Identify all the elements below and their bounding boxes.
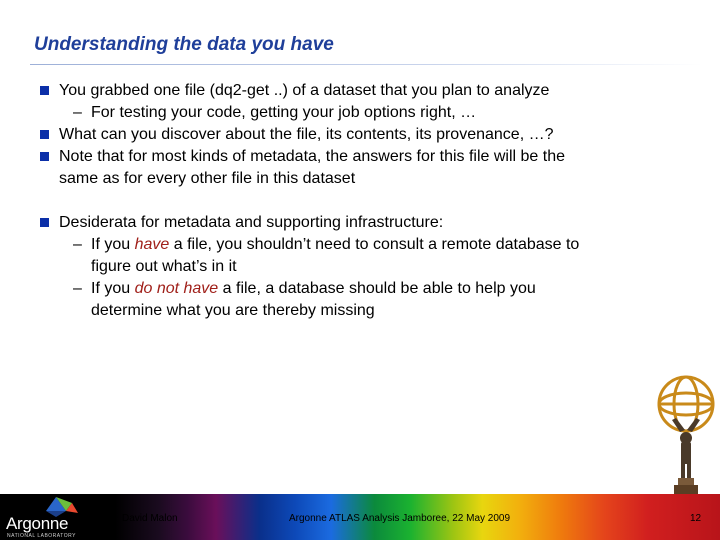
sub-bullet-text: If you bbox=[91, 236, 135, 253]
sub-bullet-text: If you bbox=[91, 280, 135, 297]
page-number: 12 bbox=[690, 513, 702, 524]
logo-wordmark: Argonne bbox=[6, 514, 69, 533]
sub-bullet-item bbox=[40, 234, 660, 278]
sub-bullet-text: For testing your code, getting your job options right, … bbox=[91, 104, 477, 121]
highlight-text: do not have bbox=[134, 280, 219, 297]
bullet-item bbox=[40, 212, 660, 234]
bullet-item bbox=[40, 146, 660, 190]
title-divider bbox=[30, 64, 702, 65]
bullet-text: What can you discover about the file, its contents, its provenance, …? bbox=[59, 126, 554, 143]
sub-bullet-item bbox=[40, 102, 660, 124]
highlight-text: have bbox=[134, 236, 170, 253]
sub-bullet-text: a file, a database should be able to help you bbox=[218, 280, 536, 297]
dash-marker: – bbox=[73, 104, 82, 121]
bullet-text: Desiderata for metadata and supporting infrastructure: bbox=[59, 214, 444, 231]
square-bullet-icon bbox=[40, 152, 49, 161]
slide-content bbox=[40, 80, 660, 322]
dash-marker: – bbox=[73, 280, 82, 297]
page-title: Understanding the data you have bbox=[34, 34, 334, 55]
dash-marker: – bbox=[73, 236, 82, 253]
bullet-item bbox=[40, 80, 660, 102]
logo-subtitle: NATIONAL LABORATORY bbox=[7, 533, 76, 539]
square-bullet-icon bbox=[40, 130, 49, 139]
square-bullet-icon bbox=[40, 218, 49, 227]
sub-bullet-text-continued: figure out what’s in it bbox=[91, 258, 237, 275]
sub-bullet-item bbox=[40, 278, 660, 322]
sub-bullet-text-continued: determine what you are thereby missing bbox=[91, 302, 375, 319]
footer-author: David Malon bbox=[122, 513, 178, 524]
footer-event: Argonne ATLAS Analysis Jamboree, 22 May 2009 bbox=[289, 513, 511, 524]
sub-bullet-text: a file, you shouldn’t need to consult a remote database to bbox=[169, 236, 580, 253]
argonne-logo-icon bbox=[6, 497, 96, 539]
bullet-text-continued: same as for every other file in this dataset bbox=[59, 170, 356, 187]
square-bullet-icon bbox=[40, 86, 49, 95]
bullet-text: You grabbed one file (dq2-get ..) of a dataset that you plan to analyze bbox=[59, 82, 550, 99]
bullet-item bbox=[40, 124, 660, 146]
atlas-figure-icon bbox=[652, 372, 720, 494]
bullet-text: Note that for most kinds of metadata, the answers for this file will be the bbox=[59, 148, 566, 165]
